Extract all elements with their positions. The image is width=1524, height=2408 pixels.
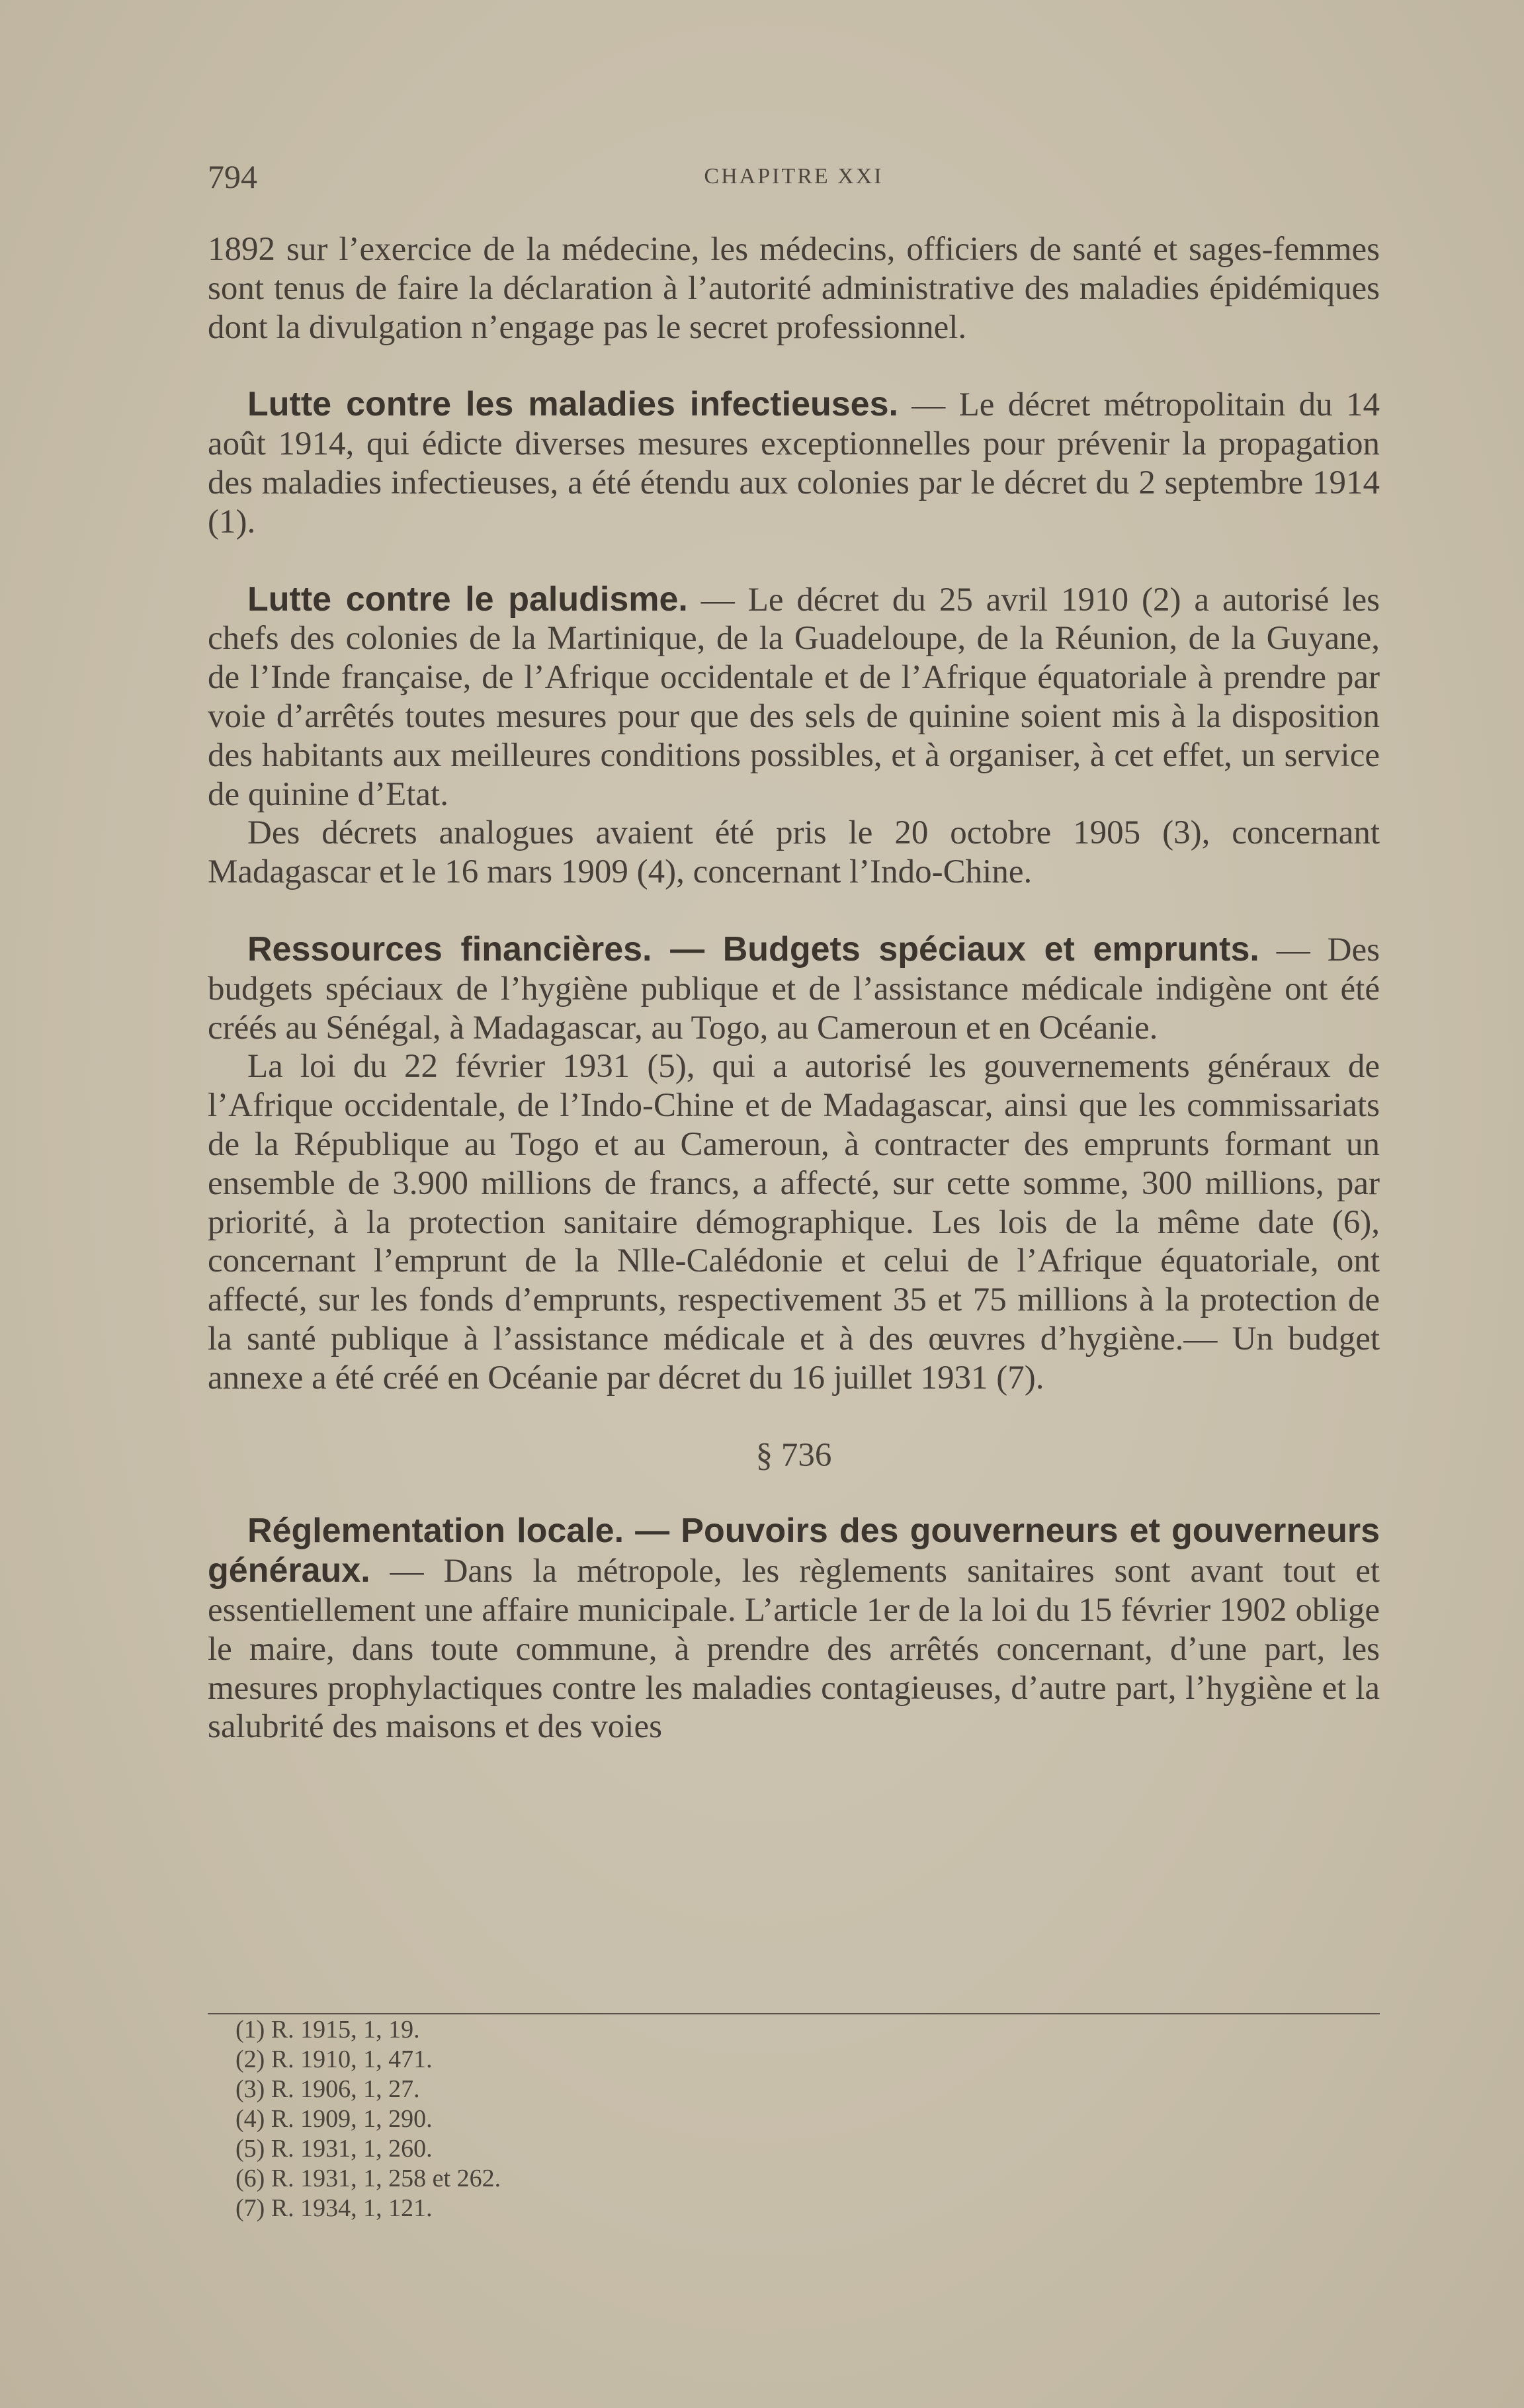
paragraph-heading: Lutte contre le paludisme.	[247, 580, 688, 619]
paragraph-analogous-decrees	[208, 814, 1380, 892]
footnote-item: (6) R. 1931, 1, 258 et 262.	[235, 2165, 501, 2192]
footnote-item: (1) R. 1915, 1, 19.	[235, 2016, 420, 2043]
paragraph-heading: Lutte contre les maladies infectieuses.	[247, 385, 898, 424]
running-head: CHAPITRE XXI	[704, 164, 884, 189]
paragraph-malaria	[208, 580, 1380, 814]
paragraph-continuation	[208, 230, 1380, 347]
paragraph-text: La loi du 22 février 1931 (5), qui a autorisé les gouvernements généraux de l’Afrique occidentale, de l’Indo-Chine et de Madagascar, ainsi que les commissariats de la République au Togo et au Cameroun, à contracter des emprunts formant un ensemble de 3.900 millions de francs, a affecté, sur cette somme, 300 millions, par priorité, à la protection sanitaire démographique. Les lois de la même date (6), concernant l’emprunt de la Nlle-Calédonie et celui de l’Afrique équatoriale, ont affecté, sur les fonds d’emprunts, respectivement 35 et 75 millions à la protection de la santé publique à l’assistance médicale et à des œuvres d’hygiène.— Un budget annexe a été créé en Océanie par décret du 16 juillet 1931 (7).	[208, 1048, 1380, 1397]
paragraph-financial-resources	[208, 930, 1380, 1047]
paragraph-heading: Ressources financières. — Budgets spéciaux et emprunts.	[247, 929, 1259, 968]
paragraph-text: — Dans la métropole, les règlements sanitaires sont avant tout et essentiellement une affaire municipale. L’article 1er de la loi du 15 février 1902 oblige le maire, dans toute commune, à prendre des arrêtés concernant, d’une part, les mesures prophylactiques contre les maladies contagieuses, d’autre part, l’hygiène et la salubrité des maisons et des voies	[208, 1553, 1380, 1746]
paragraph-text: — Le décret métropolitain du 14 août 1914, qui édicte diverses mesures exceptionnelles pour prévenir la propagation des maladies infectieuses, a été étendu aux colonies par le décret du 2 septembre 1914 (1).	[208, 386, 1380, 540]
paragraph-text: 1892 sur l’exercice de la médecine, les médecins, officiers de santé et sages-femmes sont tenus de faire la déclaration à l’autorité administrative des maladies épidémiques dont la divulgation n’engage pas le secret professionnel.	[208, 231, 1380, 346]
footnote-item: (2) R. 1910, 1, 471.	[235, 2045, 433, 2073]
section-number	[208, 1436, 1380, 1475]
body-text	[208, 230, 1380, 1746]
paragraph-local-regulation	[208, 1512, 1380, 1746]
footnote-divider	[208, 2013, 1380, 2014]
paragraph-text: Des décrets analogues avaient été pris le 20 octobre 1905 (3), concernant Madagascar et le 16 mars 1909 (4), concernant l’Indo-Chine.	[208, 814, 1380, 891]
footnote-item: (4) R. 1909, 1, 290.	[235, 2105, 433, 2133]
paragraph-law-1931	[208, 1047, 1380, 1397]
page-number: 794	[208, 158, 257, 195]
footnote-item: (7) R. 1934, 1, 121.	[235, 2194, 433, 2222]
paragraph-text: — Des budgets spéciaux de l’hygiène publique et de l’assistance médicale indigène ont été créés au Sénégal, à Madagascar, au Togo, au Cameroun et en Océanie.	[208, 931, 1380, 1047]
paragraph-heading: Réglementation locale. — Pouvoirs des gouverneurs et gouverneurs généraux.	[208, 1512, 1380, 1590]
footnote-item: (5) R. 1931, 1, 260.	[235, 2135, 433, 2163]
paragraph-text: — Le décret du 25 avril 1910 (2) a autorisé les chefs des colonies de la Martinique, de la Guadeloupe, de la Réunion, de la Guyane, de l’Inde française, de l’Afrique occidentale et de l’Afrique équatoriale à prendre par voie d’arrêtés toutes mesures pour que des sels de quinine soient mis à la disposition des habitants aux meilleures conditions possibles, et à organiser, à cet effet, un service de quinine d’Etat.	[208, 581, 1380, 813]
footnotes	[235, 2015, 1162, 2223]
page-header	[208, 157, 1380, 204]
footnote-item: (3) R. 1906, 1, 27.	[235, 2075, 420, 2103]
paragraph-infectious-diseases	[208, 385, 1380, 541]
section-mark-text: § 736	[755, 1436, 832, 1474]
